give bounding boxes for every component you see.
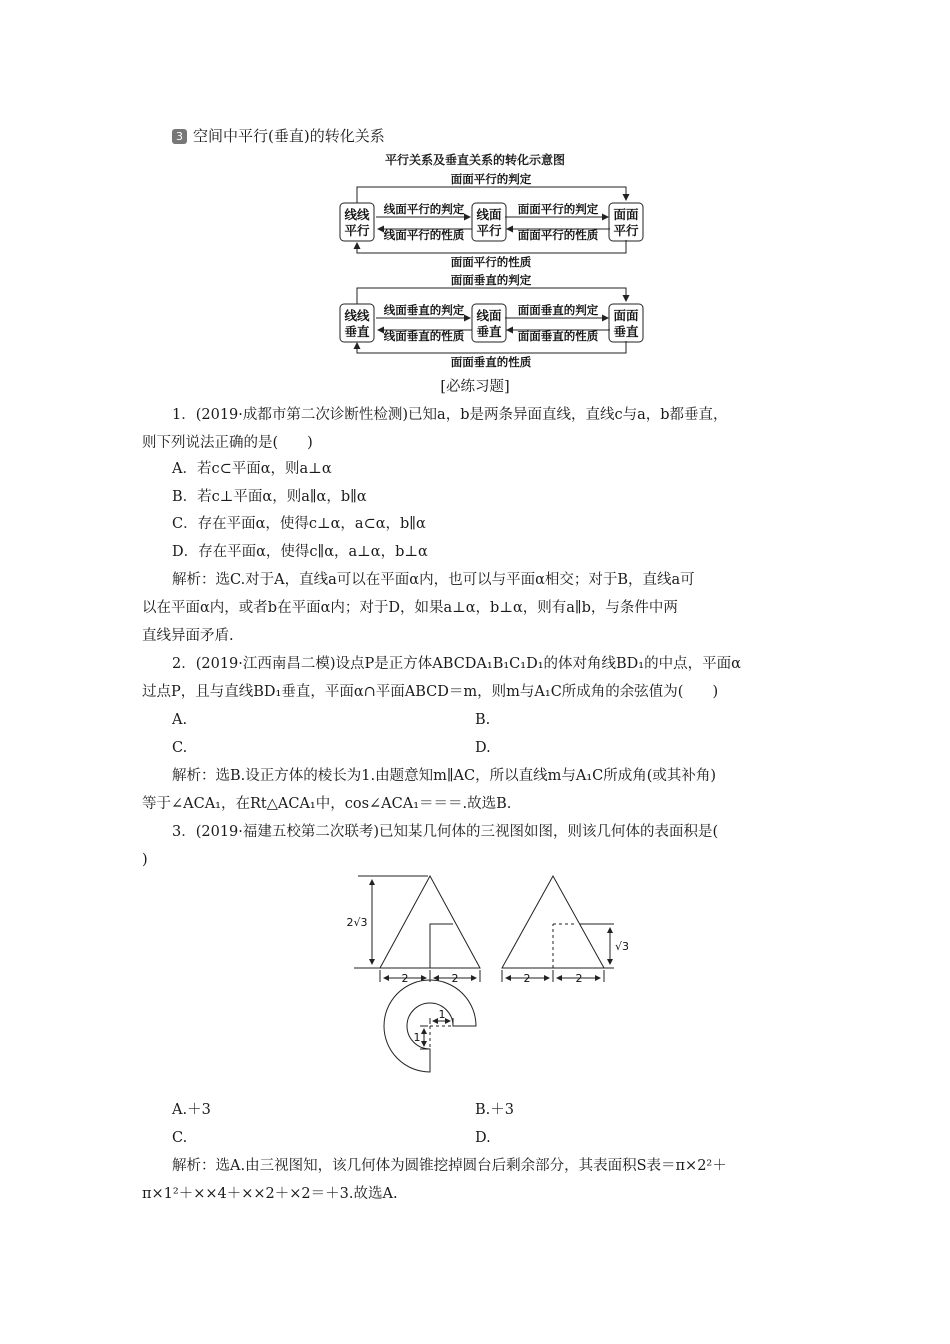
svg-text:2√3: 2√3	[346, 916, 368, 929]
svg-text:垂直: 垂直	[613, 324, 639, 339]
svg-text:线面: 线面	[476, 308, 502, 323]
svg-text:垂直: 垂直	[344, 324, 370, 339]
svg-text:√3: √3	[614, 940, 630, 953]
q3-option-c: C.	[172, 1130, 188, 1146]
svg-text:面面平行的性质: 面面平行的性质	[517, 228, 599, 242]
svg-text:线面垂直的性质: 线面垂直的性质	[383, 329, 465, 343]
q1-stem-line1: 1．(2019·成都市第二次诊断性检测)已知a，b是两条异面直线，直线c与a，b都垂直，	[172, 407, 728, 423]
q2-option-a: A.	[172, 712, 188, 728]
svg-text:面面平行的判定: 面面平行的判定	[517, 202, 599, 216]
q3-stem-line1: 3．(2019·福建五校第二次联考)已知某几何体的三视图如图，则该几何体的表面积是(	[172, 824, 719, 840]
svg-text:平行: 平行	[344, 223, 370, 238]
svg-text:1: 1	[438, 1008, 446, 1021]
svg-text:平行: 平行	[476, 223, 502, 238]
svg-text:面面: 面面	[613, 207, 639, 222]
svg-text:垂直: 垂直	[476, 324, 502, 339]
q2-option-c: C.	[172, 740, 188, 756]
q3-solution-line2: π×1²＋××4＋××2＋×2＝＋3.故选A.	[142, 1186, 398, 1202]
diagram-title: 平行关系及垂直关系的转化示意图	[384, 153, 565, 167]
svg-text:2: 2	[401, 972, 409, 985]
q1-solution-line3: 直线异面矛盾.	[142, 628, 234, 644]
parallel-bottom-label: 面面平行的性质	[450, 255, 532, 269]
svg-text:线面平行的判定: 线面平行的判定	[383, 202, 465, 216]
q3-option-b: B.＋3	[475, 1102, 514, 1118]
q1-option-a: A．若c⊂平面α，则a⊥α	[172, 461, 332, 477]
three-views-figure	[340, 868, 640, 1098]
q3-stem-line2: )	[142, 852, 148, 868]
parallel-top-label: 面面平行的判定	[450, 172, 532, 186]
q3-option-a: A.＋3	[172, 1102, 211, 1118]
perp-top-label: 面面垂直的判定	[450, 273, 532, 287]
svg-text:线面平行的性质: 线面平行的性质	[383, 228, 465, 242]
parallel-top-arrow	[357, 187, 626, 203]
q1-option-b: B．若c⊥平面α，则a∥α，b∥α	[172, 489, 367, 505]
q1-option-c: C．存在平面α，使得c⊥α，a⊂α，b∥α	[172, 516, 426, 532]
section-title: 空间中平行(垂直)的转化关系	[193, 127, 385, 145]
svg-text:面面垂直的判定: 面面垂直的判定	[517, 303, 599, 317]
practice-title: [必练习题]	[440, 379, 510, 395]
q2-option-b: B.	[475, 712, 491, 728]
svg-text:1: 1	[413, 1031, 421, 1044]
conversion-diagram	[330, 165, 650, 373]
perp-bottom-label: 面面垂直的性质	[450, 355, 532, 369]
svg-text:2: 2	[451, 972, 459, 985]
q1-solution-line2: 以在平面α内，或者b在平面α内；对于D，如果a⊥α，b⊥α，则有a∥b，与条件中两	[142, 600, 678, 616]
svg-text:线线: 线线	[344, 308, 370, 323]
svg-text:平行: 平行	[613, 223, 639, 238]
svg-text:线面: 线面	[476, 207, 502, 222]
q1-option-d: D．存在平面α，使得c∥α，a⊥α，b⊥α	[172, 544, 428, 560]
svg-text:2: 2	[523, 972, 531, 985]
q2-stem-line2: 过点P，且与直线BD₁垂直，平面α∩平面ABCD＝m，则m与A₁C所成角的余弦值为( )	[142, 684, 719, 700]
q2-solution-line1: 解析：选B.设正方体的棱长为1.由题意知m∥AC，所以直线m与A₁C所成角(或其补角)	[172, 768, 717, 784]
svg-text:2: 2	[575, 972, 583, 985]
q1-stem-line2: 则下列说法正确的是( )	[142, 435, 313, 451]
svg-text:线线: 线线	[344, 207, 370, 222]
q2-stem-line1: 2．(2019·江西南昌二模)设点P是正方体ABCDA₁B₁C₁D₁的体对角线BD₁的中点，平面α	[172, 656, 741, 672]
q3-solution-line1: 解析：选A.由三视图知，该几何体为圆锥挖掉圆台后剩余部分，其表面积S表＝π×2²＋	[172, 1158, 727, 1174]
q2-solution-line2: 等于∠ACA₁，在Rt△ACA₁中，cos∠ACA₁＝＝＝.故选B.	[142, 796, 512, 812]
svg-text:面面: 面面	[613, 308, 639, 323]
q2-option-d: D.	[475, 740, 491, 756]
q3-option-d: D.	[475, 1130, 491, 1146]
q1-solution-line1: 解析：选C.对于A，直线a可以在平面α内，也可以与平面α相交；对于B，直线a可	[172, 572, 695, 588]
svg-text:面面垂直的性质: 面面垂直的性质	[517, 329, 599, 343]
svg-text:线面垂直的判定: 线面垂直的判定	[383, 303, 465, 317]
perp-top-arrow	[357, 288, 626, 304]
section-number-badge: 3	[172, 129, 187, 144]
section-heading	[172, 125, 385, 146]
